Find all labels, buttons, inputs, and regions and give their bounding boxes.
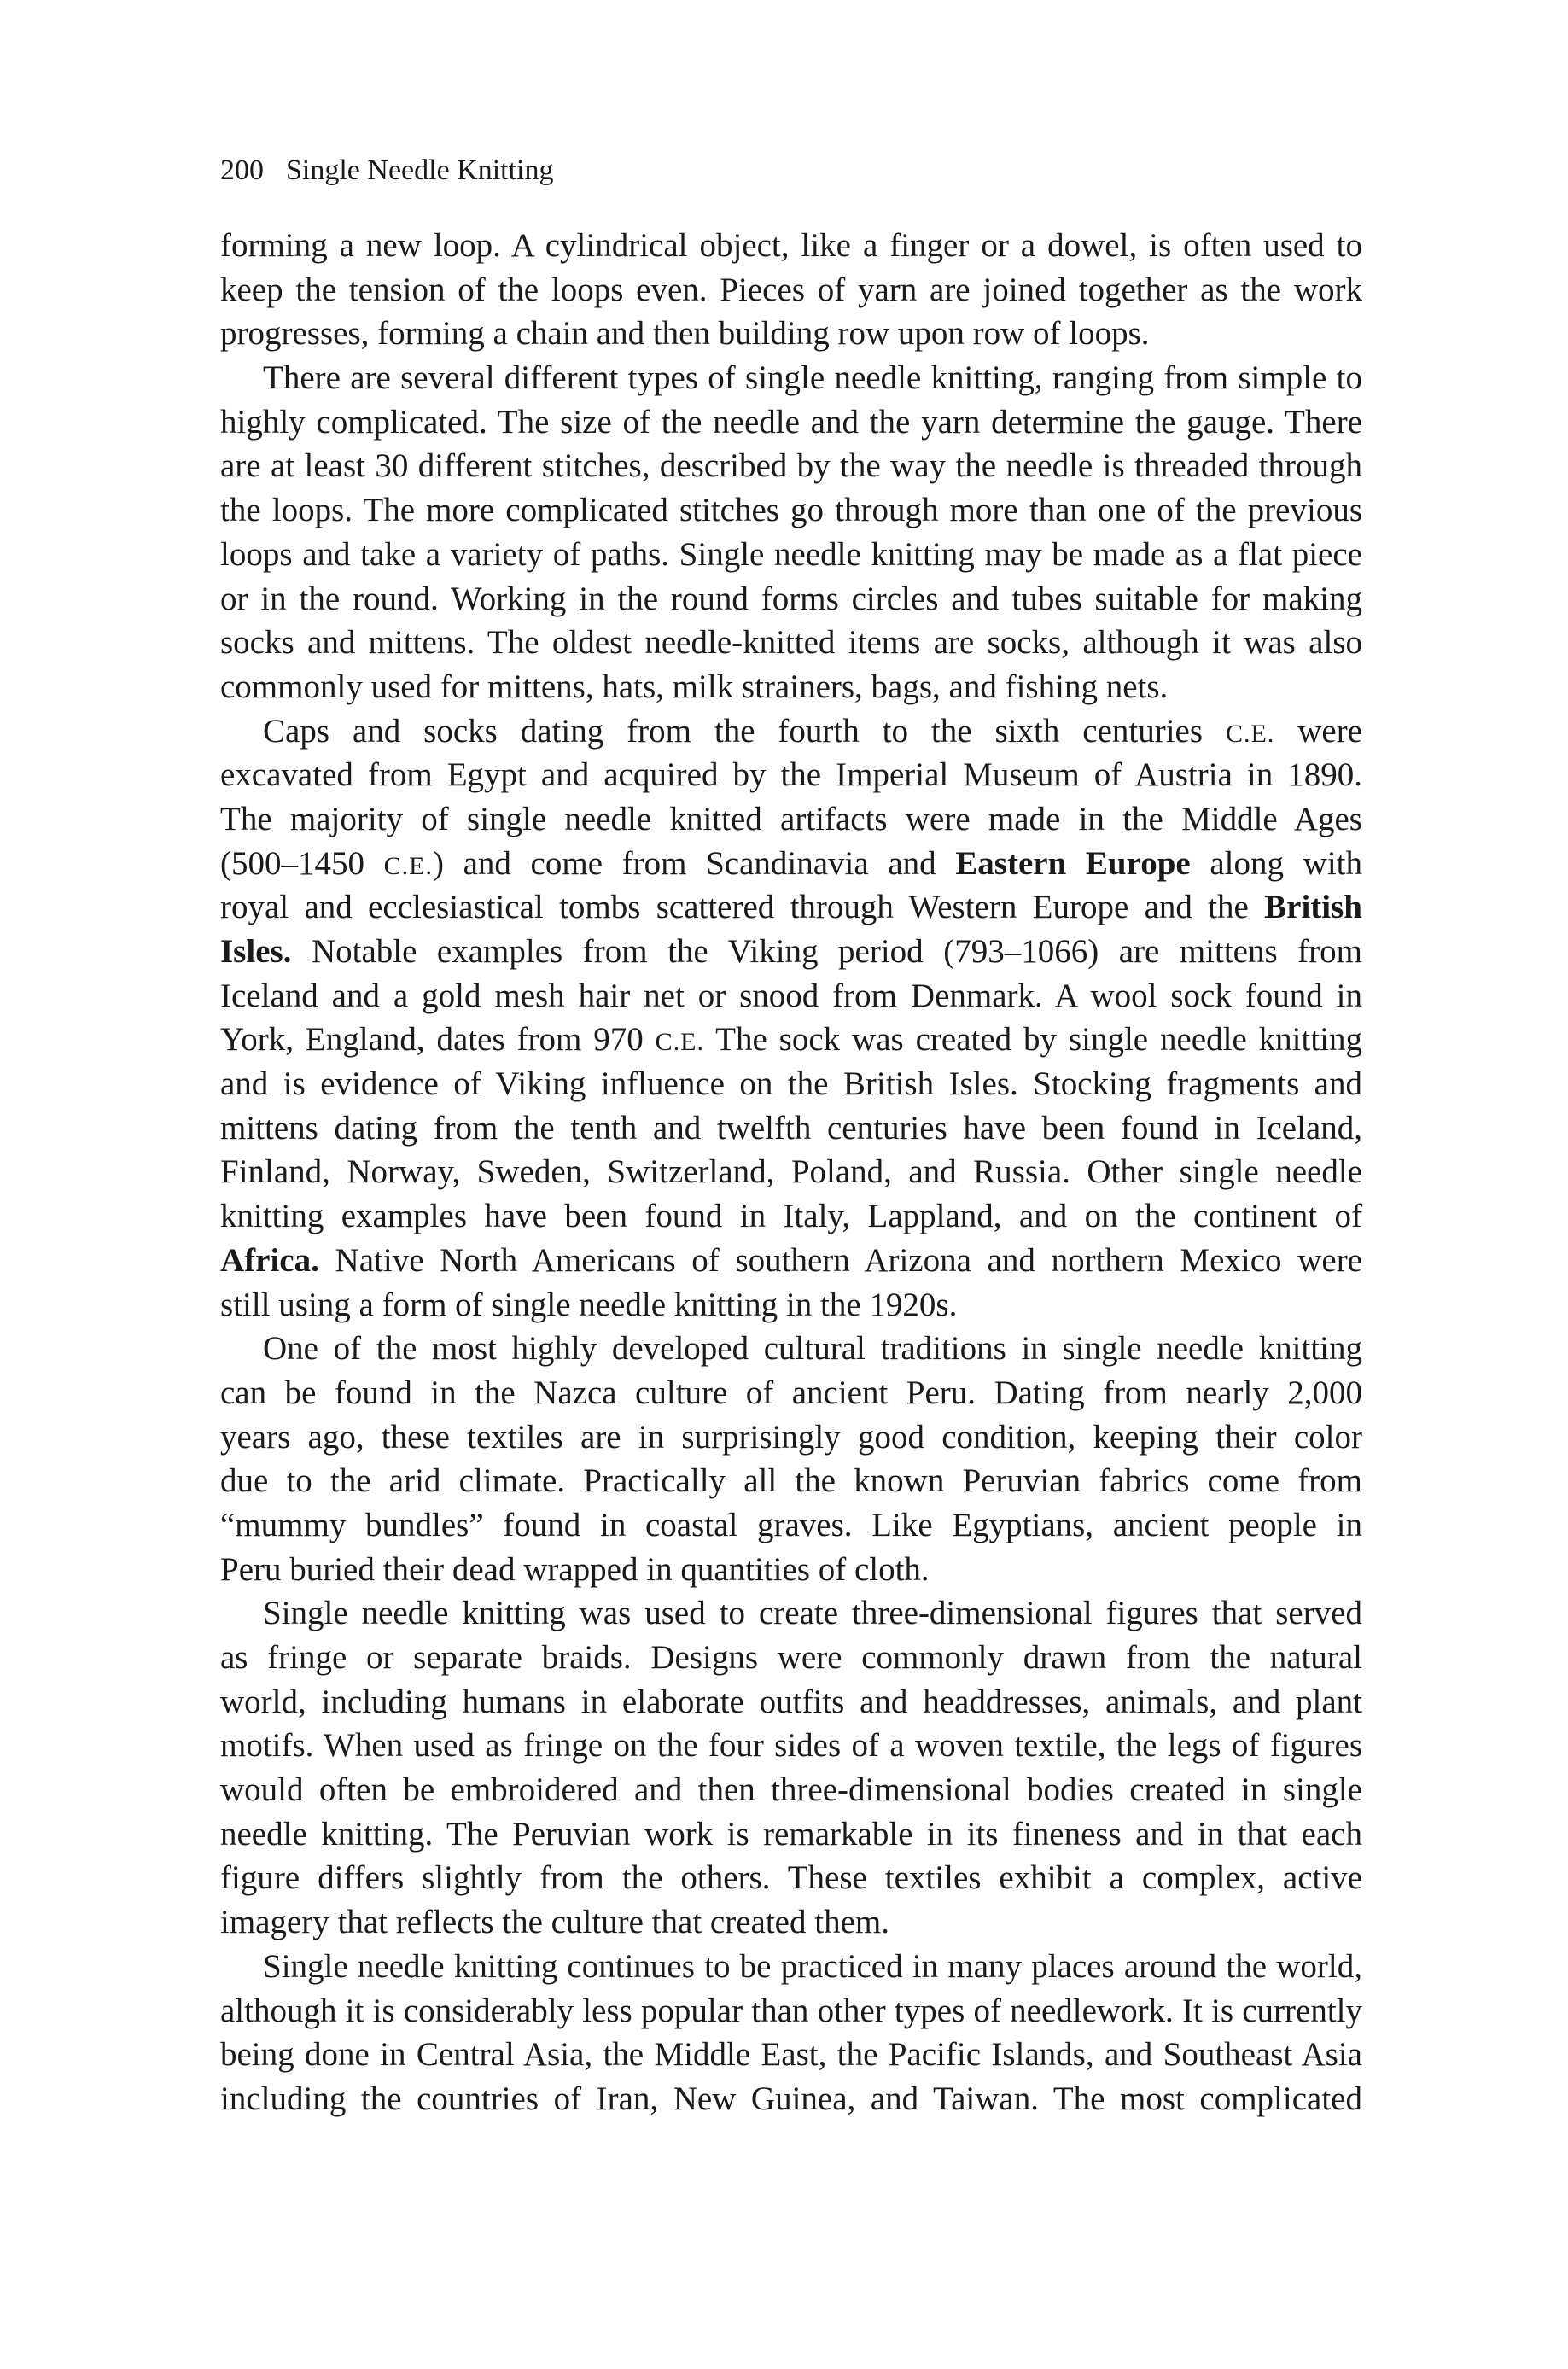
text-run: The sock was created by single needle knitting xyxy=(703,1021,1362,1059)
paragraph xyxy=(220,1591,1362,1945)
paragraph xyxy=(220,1945,1362,2121)
text-line xyxy=(220,1283,1362,1327)
text-run: mittens dating from the tenth and twelfth centuries have been found in Iceland, xyxy=(220,1109,1362,1147)
text-run: “mummy bundles” found in coastal graves. Like Egyptians, ancient people in xyxy=(220,1506,1362,1543)
text-line xyxy=(220,1812,1362,1857)
text-line xyxy=(220,1503,1362,1548)
body-text xyxy=(220,224,1362,2121)
text-line xyxy=(220,1636,1362,1680)
text-line xyxy=(220,1989,1362,2033)
text-line xyxy=(220,1415,1362,1460)
paragraph xyxy=(220,709,1362,1327)
text-run: There are several different types of single needle knitting, ranging from simple to xyxy=(263,359,1362,397)
text-run: including the countries of Iran, New Guinea, and Taiwan. The most complicated xyxy=(220,2080,1362,2117)
text-run: highly complicated. The size of the needle and the yarn determine the gauge. There xyxy=(220,403,1362,441)
text-line xyxy=(220,1900,1362,1945)
text-run: keep the tension of the loops even. Pieces of yarn are joined together as the work xyxy=(220,271,1362,308)
text-run: socks and mittens. The oldest needle-knitted items are socks, although it was also xyxy=(220,624,1362,662)
text-run: (500–1450 xyxy=(220,844,384,882)
text-run: royal and ecclesiastical tombs scattered through Western Europe and the xyxy=(220,889,1265,926)
text-line xyxy=(220,1150,1362,1194)
text-run: One of the most highly developed cultural traditions in single needle knitting xyxy=(263,1330,1362,1368)
text-run: are at least 30 different stitches, described by the way the needle is threaded through xyxy=(220,447,1362,485)
paragraph xyxy=(220,224,1362,356)
text-run: Peru buried their dead wrapped in quantities of cloth. xyxy=(220,1550,930,1588)
text-line xyxy=(220,1371,1362,1415)
text-run: being done in Central Asia, the Middle East, the Pacific Islands, and Southeast Asia xyxy=(220,2036,1362,2074)
text-line xyxy=(220,1239,1362,1283)
text-line xyxy=(220,2077,1362,2121)
text-run: Finland, Norway, Sweden, Switzerland, Poland, and Russia. Other single needle xyxy=(220,1153,1362,1191)
text-run: would often be embroidered and then three-dimensional bodies created in single xyxy=(220,1771,1362,1809)
text-run: still using a form of single needle knitting in the 1920s. xyxy=(220,1286,958,1323)
text-line xyxy=(220,488,1362,533)
text-run: The majority of single needle knitted artifacts were made in the Middle Ages xyxy=(220,800,1362,837)
text-line xyxy=(220,621,1362,665)
text-line xyxy=(220,356,1362,400)
text-run: as fringe or separate braids. Designs were commonly drawn from the natural xyxy=(220,1639,1362,1676)
text-line xyxy=(220,974,1362,1018)
text-line xyxy=(220,1018,1362,1062)
running-title: Single Needle Knitting xyxy=(286,155,554,186)
era-abbreviation: C.E. xyxy=(383,851,433,880)
bold-term: Africa. xyxy=(220,1241,319,1279)
text-line xyxy=(220,2033,1362,2077)
text-line xyxy=(220,709,1362,754)
text-run: can be found in the Nazca culture of ancient Peru. Dating from nearly 2,000 xyxy=(220,1374,1362,1411)
text-run: were xyxy=(1274,712,1362,750)
text-run: loops and take a variety of paths. Single needle knitting may be made as a flat piece xyxy=(220,535,1362,573)
text-run: commonly used for mittens, hats, milk strainers, bags, and fishing nets. xyxy=(220,668,1169,705)
text-run: imagery that reflects the culture that created them. xyxy=(220,1904,889,1941)
text-run: and is evidence of Viking influence on the British Isles. Stocking fragments and xyxy=(220,1065,1362,1103)
text-line xyxy=(220,1548,1362,1592)
text-line xyxy=(220,1724,1362,1768)
text-run: Caps and socks dating from the fourth to the sixth centuries xyxy=(263,712,1226,750)
text-run: world, including humans in elaborate outfits and headdresses, animals, and plant xyxy=(220,1683,1362,1720)
running-head xyxy=(220,154,554,188)
text-run: forming a new loop. A cylindrical object, like a finger or a dowel, is often used to xyxy=(220,227,1362,264)
text-run: due to the arid climate. Practically all the known Peruvian fabrics come from xyxy=(220,1462,1362,1500)
text-run: or in the round. Working in the round forms circles and tubes suitable for making xyxy=(220,580,1362,617)
text-run: motifs. When used as fringe on the four sides of a woven textile, the legs of figures xyxy=(220,1727,1362,1765)
text-run: Single needle knitting continues to be practiced in many places around the world, xyxy=(263,1947,1362,1985)
text-run: Single needle knitting was used to create three-dimensional figures that served xyxy=(263,1595,1362,1632)
text-line xyxy=(220,312,1362,356)
text-run: along with xyxy=(1190,844,1362,882)
paragraph xyxy=(220,1327,1362,1591)
text-line xyxy=(220,753,1362,797)
text-line xyxy=(220,1680,1362,1724)
text-run: York, England, dates from 970 xyxy=(220,1021,656,1059)
text-line xyxy=(220,842,1362,886)
text-line xyxy=(220,1327,1362,1371)
text-run: the loops. The more complicated stitches go through more than one of the previous xyxy=(220,492,1362,529)
text-run: ) and come from Scandinavia and xyxy=(432,844,956,882)
text-line xyxy=(220,1062,1362,1106)
text-line xyxy=(220,1106,1362,1151)
text-line xyxy=(220,930,1362,974)
text-line xyxy=(220,1194,1362,1239)
text-run: figure differs slightly from the others. These textiles exhibit a complex, active xyxy=(220,1859,1362,1897)
text-run: Notable examples from the Viking period (793–1066) are mittens from xyxy=(291,933,1362,970)
text-line xyxy=(220,797,1362,842)
text-line xyxy=(220,1768,1362,1812)
era-abbreviation: C.E. xyxy=(1225,719,1275,748)
paragraph xyxy=(220,356,1362,709)
text-run: excavated from Egypt and acquired by the Imperial Museum of Austria in 1890. xyxy=(220,756,1362,794)
text-run: although it is considerably less popular than other types of needlework. It is currently xyxy=(220,1992,1362,2029)
text-run: years ago, these textiles are in surprisingly good condition, keeping their color xyxy=(220,1418,1362,1456)
text-line xyxy=(220,1945,1362,1989)
text-line xyxy=(220,577,1362,621)
text-line xyxy=(220,885,1362,930)
page-number: 200 xyxy=(220,155,264,186)
text-line xyxy=(220,444,1362,488)
bold-term: Isles. xyxy=(220,933,292,970)
text-line xyxy=(220,665,1362,709)
bold-term: Eastern Europe xyxy=(955,844,1191,882)
text-line xyxy=(220,224,1362,268)
text-run: progresses, forming a chain and then building row upon row of loops. xyxy=(220,315,1150,353)
era-abbreviation: C.E. xyxy=(655,1028,704,1057)
text-run: knitting examples have been found in Italy, Lappland, and on the continent of xyxy=(220,1198,1362,1235)
bold-term: British xyxy=(1264,889,1362,926)
text-line xyxy=(220,533,1362,577)
text-run: Native North Americans of southern Arizona and northern Mexico were xyxy=(318,1241,1362,1279)
text-line xyxy=(220,400,1362,445)
text-line xyxy=(220,1459,1362,1503)
text-run: needle knitting. The Peruvian work is remarkable in its fineness and in that each xyxy=(220,1815,1362,1853)
text-line xyxy=(220,268,1362,312)
text-line xyxy=(220,1856,1362,1900)
text-run: Iceland and a gold mesh hair net or snood from Denmark. A wool sock found in xyxy=(220,977,1362,1014)
text-line xyxy=(220,1591,1362,1636)
